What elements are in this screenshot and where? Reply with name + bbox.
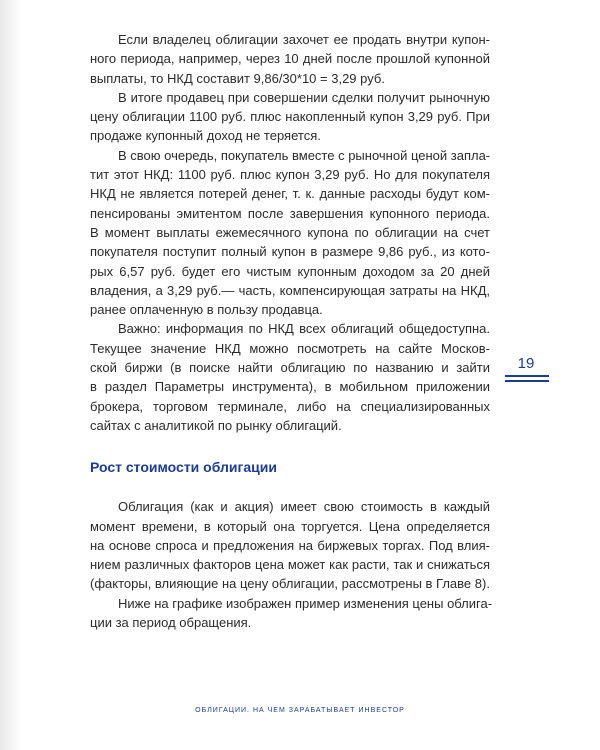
text-line: брокера, торговом терминале, либо на специализированных [90, 398, 490, 414]
text-line: цену облигации 1100 руб. плюс накопленный купон 3,29 руб. При [90, 109, 490, 125]
text-line: Текущее значение НКД можно посмотреть на сайте Москов- [90, 340, 490, 356]
text-line: рых 6,57 руб. будет его чистым купонным доходом за 20 дней [90, 263, 490, 279]
text-line: покупателя поступит полный купон в размере 9,86 руб., из кото- [90, 244, 490, 260]
body-text-after [90, 497, 493, 632]
text-line: Важно: информация по НКД всех облигаций общедоступна. [118, 321, 490, 337]
text-line: сайтах с аналитикой по рынку облигаций. [90, 417, 342, 433]
page-edge-shadow [0, 0, 22, 750]
text-line: ской биржи (в поиске найти облигацию по названию и зайти [90, 360, 490, 376]
text-line: владения, а 3,29 руб.— часть, компенсирующая затраты на НКД, [90, 282, 490, 298]
text-line: (факторы, влияющие на цену облигации, рассмотрены в Главе 8). [90, 576, 490, 592]
section-title: Рост стоимости облигации [90, 459, 277, 476]
text-line: ции за период обращения. [90, 615, 252, 631]
text-line: пенсированы эмитентом после завершения купонного периода. [90, 205, 490, 221]
running-footer: ОБЛИГАЦИИ. НА ЧЕМ ЗАРАБАТЫВАЕТ ИНВЕСТОР [195, 707, 405, 714]
page-number-rule [505, 375, 549, 377]
text-line: В свою очередь, покупатель вместе с рыночной ценой запла- [118, 147, 491, 163]
paragraph [90, 319, 490, 435]
paragraph [90, 594, 493, 633]
text-line: момент времени, в который она торгуется. Цена определяется [90, 518, 490, 534]
text-line: В итоге продавец при совершении сделки получит рыночную [118, 89, 490, 105]
paragraph [90, 146, 490, 320]
text-line: тит этот НКД: 1100 руб. плюс купон 3,29 руб. Но для покупателя [90, 167, 490, 183]
text-line: ного периода, например, через 10 дней после прошлой купонной [90, 51, 490, 67]
text-line: Ниже на графике изображен пример изменения цены облига- [118, 595, 493, 611]
page-number-rule [505, 380, 549, 382]
text-line: Облигация (как и акция) имеет свою стоимость в каждый [118, 499, 490, 515]
text-line: в раздел Параметры инструмента), в мобильном приложении [90, 379, 490, 395]
paragraph [90, 497, 490, 593]
paragraph [90, 88, 490, 146]
text-line: НКД не является потерей денег, т. к. данные расходы будут ком- [90, 186, 490, 202]
page-content [90, 30, 493, 632]
text-line: на основе спроса и предложения на биржевых торгах. Под влия- [90, 537, 490, 553]
text-line: Если владелец облигации захочет ее продать внутри купон- [118, 32, 490, 47]
text-line: В момент выплаты ежемесячного купона по облигации на счет [90, 224, 490, 240]
text-line: нием различных факторов цена может как расти, так и снижаться [90, 557, 490, 573]
text-line: продаже купонный доход не теряется. [90, 128, 321, 144]
text-line: ранее оплаченную в пользу продавца. [90, 302, 323, 318]
text-line: выплаты, то НКД составит 9,86/30*10 = 3,29 руб. [90, 70, 385, 86]
paragraph [90, 30, 490, 88]
page-number: 19 [517, 355, 535, 372]
body-text-before [90, 30, 490, 435]
